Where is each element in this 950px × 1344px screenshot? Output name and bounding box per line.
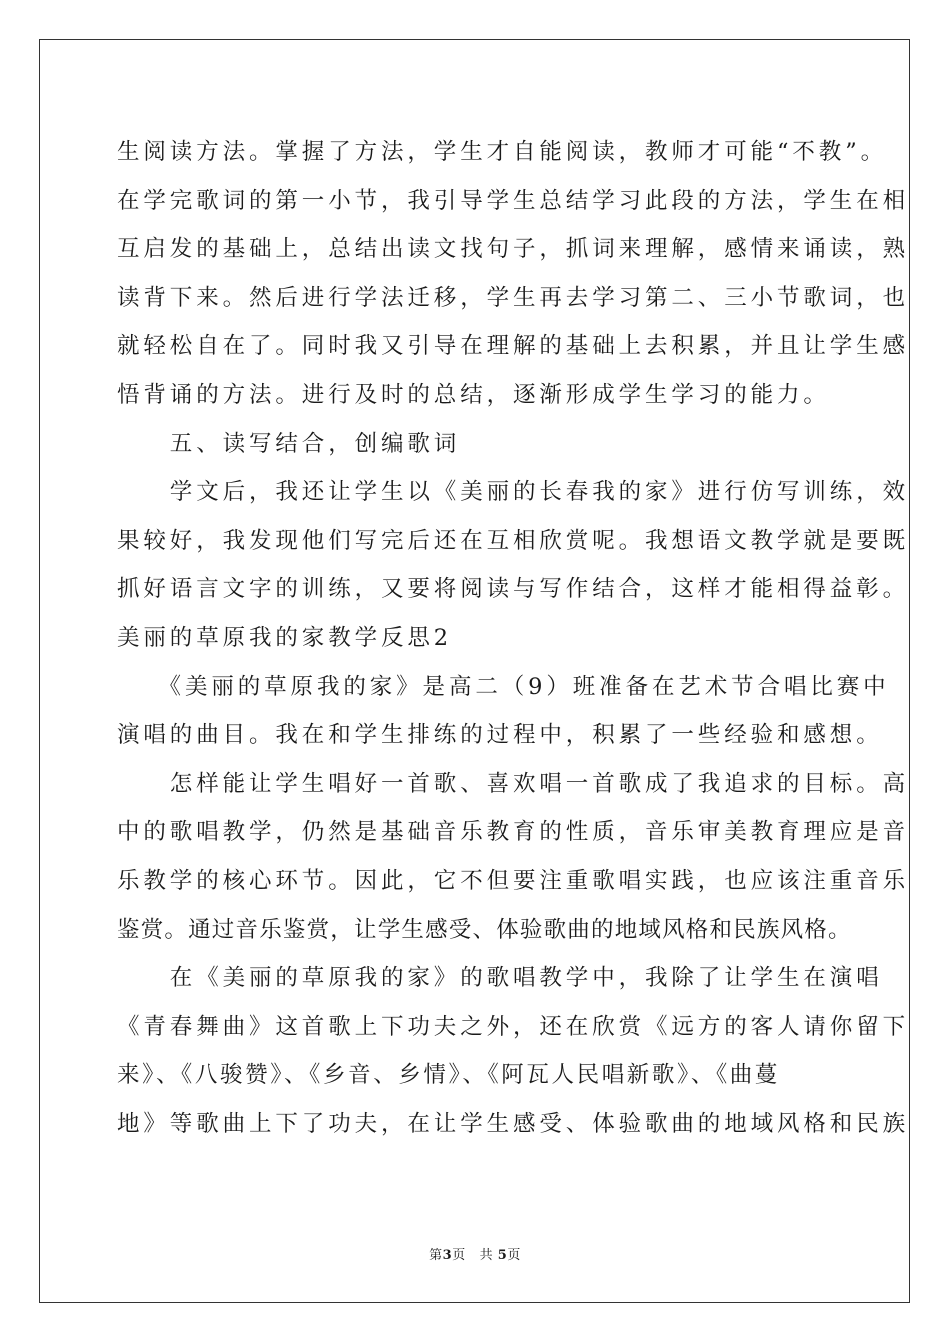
text-line: 演唱的曲目。我在和学生排练的过程中，积累了一些经验和感想。 [117,722,883,749]
total-pages-number: 5 [497,1248,508,1263]
footer-total-suffix: 页 [507,1248,521,1263]
text-line: 怎样能让学生唱好一首歌、喜欢唱一首歌成了我追求的目标。高 [117,770,910,797]
text-line: 地》等歌曲上下了功夫，在让学生感受、体验歌曲的地域风格和民族 [117,1110,910,1137]
text-line: 学文后，我还让学生以《美丽的长春我的家》进行仿写训练，效 [117,479,910,506]
text-line: 中的歌唱教学，仍然是基础音乐教育的性质，音乐审美教育理应是音 [117,819,910,846]
text-line: 就轻松自在了。同时我又引导在理解的基础上去积累，并且让学生感 [117,333,910,360]
text-line: 读背下来。然后进行学法迁移，学生再去学习第二、三小节歌词，也 [117,284,910,311]
footer-page-suffix: 页 [452,1248,466,1263]
section-heading: 五、读写结合，创编歌词 [117,430,461,457]
text-line: 鉴赏。通过音乐鉴赏，让学生感受、体验歌曲的地域风格和民族风格。 [117,916,852,943]
text-line: 互启发的基础上，总结出读文找句子，抓词来理解，感情来诵读，熟 [117,236,910,263]
text-line: 在《美丽的草原我的家》的歌唱教学中，我除了让学生在演唱 [117,965,883,992]
text-line: 果较好，我发现他们写完后还在互相欣赏呢。我想语文教学就是要既 [117,527,910,554]
page-footer [0,1247,950,1265]
text-line: 《美丽的草原我的家》是高二（9）班准备在艺术节合唱比赛中 [117,673,890,700]
current-page-number: 3 [442,1248,453,1263]
text-line: 悟背诵的方法。进行及时的总结，逐渐形成学生学习的能力。 [117,381,830,408]
text-line: 乐教学的核心环节。因此，它不但要注重歌唱实践，也应该注重音乐 [117,867,910,894]
text-line: 抓好语言文字的训练，又要将阅读与写作结合，这样才能相得益彰。 [117,576,910,603]
document-body [117,128,910,1148]
text-line: 生阅读方法。掌握了方法，学生才自能阅读，教师才可能“不教”。 [117,139,888,165]
article-title: 美丽的草原我的家教学反思2 [117,624,453,651]
footer-prefix: 第 [429,1248,443,1263]
text-line: 来》、《八骏赞》、《乡音、乡情》、《阿瓦人民唱新歌》、《曲蔓 [117,1062,781,1089]
footer-total-prefix: 共 [479,1248,494,1263]
text-line: 《青春舞曲》这首歌上下功夫之外，还在欣赏《远方的客人请你留下 [117,1013,910,1040]
text-line: 在学完歌词的第一小节，我引导学生总结学习此段的方法，学生在相 [117,187,910,214]
